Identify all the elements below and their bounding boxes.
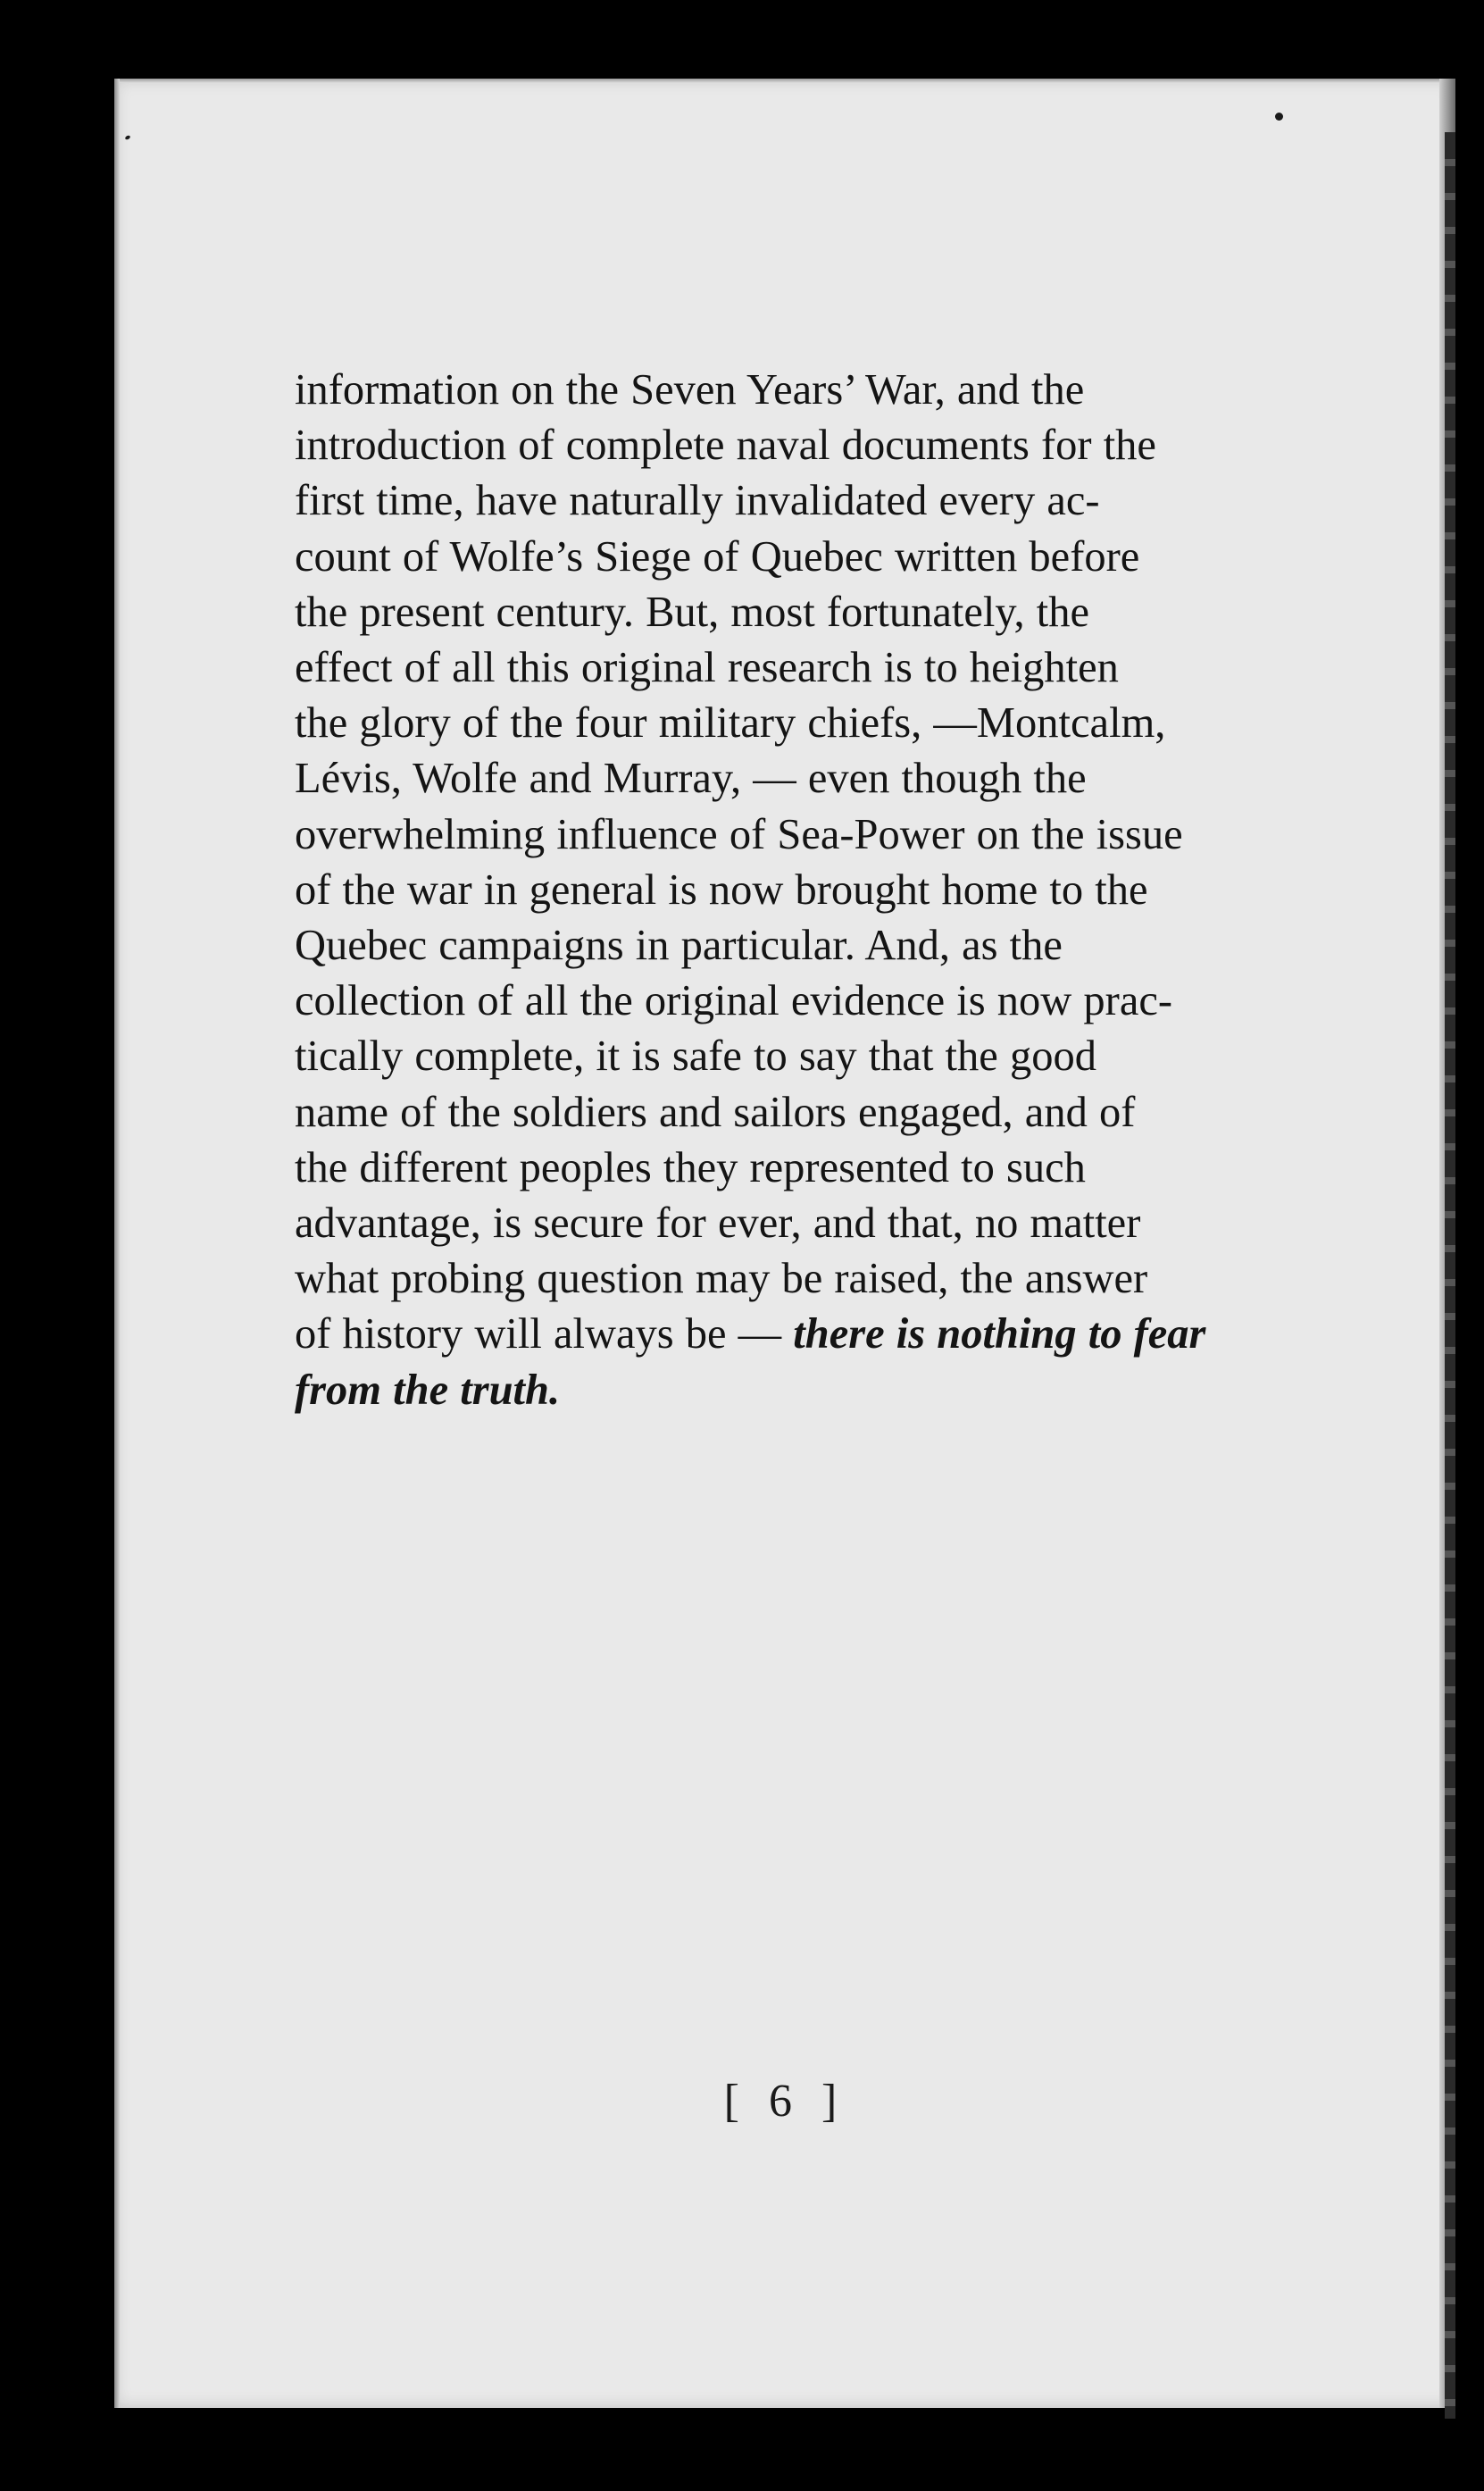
body-paragraph [295,363,1421,1418]
ink-speck [124,135,130,140]
text-line: overwhelming influence of Sea-Power on the issue [295,810,1183,858]
text-line: introduction of complete naval documents for the [295,422,1156,470]
text-line: advantage, is secure for ever, and that, no matter [295,1200,1141,1248]
italic-emphasis: there is nothing to fear [793,1310,1206,1358]
text-line: Quebec campaigns in particular. And, as the [295,922,1063,970]
text-line: what probing question may be raised, the answer [295,1255,1148,1303]
page-number: [ 6 ] [723,2076,846,2127]
text-line: of the war in general is now brought home to the [295,865,1148,914]
text-line: collection of all the original evidence is now prac- [295,977,1173,1025]
text-line: Lévis, Wolfe and Murray, — even though the [295,755,1087,803]
text-line: tically complete, it is safe to say that the good [295,1032,1096,1081]
book-page [114,79,1455,2408]
text-line: effect of all this original research is to heighten [295,644,1119,692]
ink-speck [1275,113,1283,121]
text-line: count of Wolfe’s Siege of Quebec written before [295,532,1140,581]
text-line: of history will always be — [295,1310,794,1358]
text-line: the glory of the four military chiefs, —Montcalm, [295,699,1166,748]
text-line: the different peoples they represented to such [295,1143,1086,1191]
page-left-edge [114,79,120,2408]
text-line: name of the soldiers and sailors engaged, and of [295,1088,1136,1136]
text-line: first time, have naturally invalidated every ac- [295,477,1100,525]
page-top-edge [114,79,1455,83]
text-line: information on the Seven Years’ War, and the [295,366,1085,414]
italic-emphasis: from the truth. [295,1366,561,1414]
text-line: the present century. But, most fortunately, the [295,588,1089,636]
